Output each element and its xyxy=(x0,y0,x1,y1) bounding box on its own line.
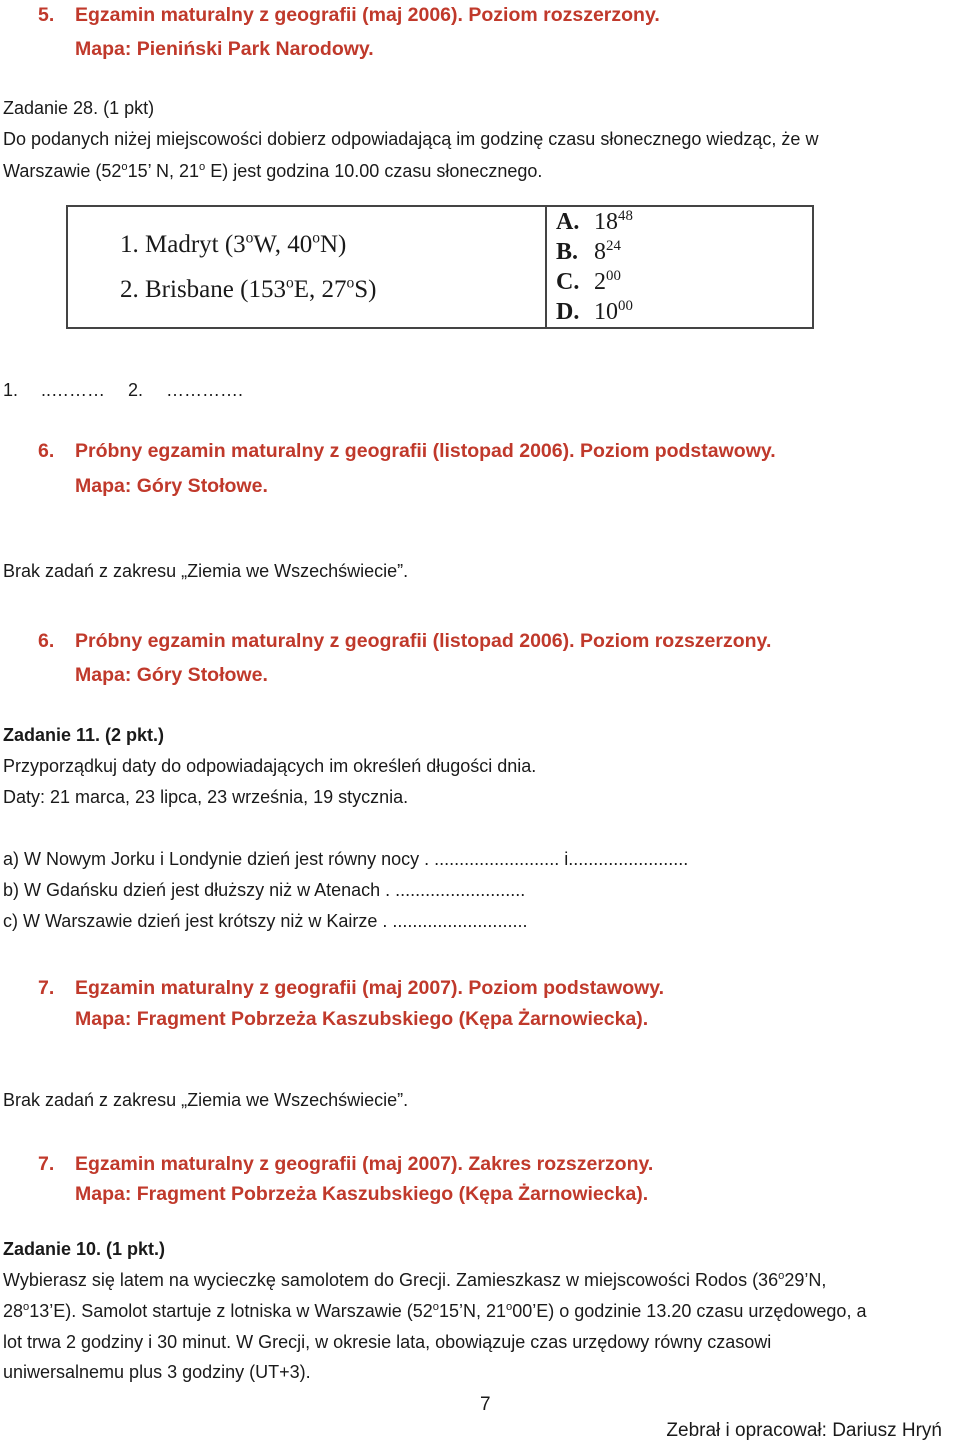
section-5-map: Mapa: Pieniński Park Narodowy. xyxy=(75,38,374,60)
task-28-text-line2: Warszawie (52$^o$15’ N, 21$^o$ E) jest godzina 10.00 czasu słonecznego. xyxy=(3,161,543,181)
task-28-answers: 1. ..……… 2. …………. xyxy=(3,380,244,400)
section-number: 6. xyxy=(38,440,55,462)
section-title: Egzamin maturalny z geografii (maj 2006). Poziom rozszerzony. xyxy=(75,4,660,26)
section-title: Egzamin maturalny z geografii (maj 2007). Zakres rozszerzony. xyxy=(75,1153,654,1175)
section-7b-map: Mapa: Fragment Pobrzeża Kaszubskiego (Kępa Żarnowiecka). xyxy=(75,1183,649,1205)
figure-divider xyxy=(545,207,547,327)
option-c: C. $2^{00}$ xyxy=(556,268,621,295)
task-11-text-line2: Daty: 21 marca, 23 lipca, 23 września, 19 stycznia. xyxy=(3,787,409,807)
task-11-item-c: c) W Warszawie dzień jest krótszy niż w Kairze . ........................... xyxy=(3,911,528,931)
note-no-tasks-2: Brak zadań z zakresu „Ziemia we Wszechświecie”. xyxy=(3,1090,409,1110)
section-6b-map: Mapa: Góry Stołowe. xyxy=(75,664,268,686)
task-10-text-line1: Wybierasz się latem na wycieczkę samolotem do Grecji. Zamieszkasz w miejscowości Rodos (36$^o$29’N, xyxy=(3,1270,827,1290)
section-6b-heading xyxy=(38,630,772,653)
section-5-heading xyxy=(38,4,660,27)
section-7b-heading xyxy=(38,1153,654,1176)
city-madryt: 1. Madryt (3$^o$W, 40$^o$N) xyxy=(120,229,347,258)
section-number: 7. xyxy=(38,1153,55,1175)
section-title: Egzamin maturalny z geografii (maj 2007). Poziom podstawowy. xyxy=(75,977,665,999)
section-number: 7. xyxy=(38,977,55,999)
section-6a-map: Mapa: Góry Stołowe. xyxy=(75,475,268,497)
task-10-text-line4: uniwersalnemu plus 3 godziny (UT+3). xyxy=(3,1362,311,1382)
task-10-text-line2: 28$^o$13’E). Samolot startuje z lotniska w Warszawie (52$^o$15’N, 21$^o$00’E) o godzinie 13.20 czasu urzędowego, a xyxy=(3,1301,867,1321)
task-28-figure xyxy=(66,205,814,329)
page-number: 7 xyxy=(480,1394,491,1415)
task-10-title: Zadanie 10. (1 pkt.) xyxy=(3,1239,166,1259)
task-28-text-line1: Do podanych niżej miejscowości dobierz odpowiadającą im godzinę czasu słonecznego wiedząc, że w xyxy=(3,129,819,149)
task-11-title: Zadanie 11. (2 pkt.) xyxy=(3,725,165,745)
section-title: Próbny egzamin maturalny z geografii (listopad 2006). Poziom rozszerzony. xyxy=(75,630,772,652)
task-11-item-b: b) W Gdańsku dzień jest dłuższy niż w Atenach . .......................... xyxy=(3,880,526,900)
footer-author: Zebrał i opracował: Dariusz Hryń xyxy=(666,1420,942,1441)
option-b: B. $8^{24}$ xyxy=(556,238,621,265)
option-a: A. $18^{48}$ xyxy=(556,208,633,235)
section-6a-heading xyxy=(38,440,776,463)
city-brisbane: 2. Brisbane (153$^o$E, 27$^o$S) xyxy=(120,274,377,303)
option-d: D. $10^{00}$ xyxy=(556,298,633,325)
section-number: 6. xyxy=(38,630,55,652)
note-no-tasks-1: Brak zadań z zakresu „Ziemia we Wszechświecie”. xyxy=(3,561,409,581)
task-28-title: Zadanie 28. (1 pkt) xyxy=(3,98,155,118)
task-11-item-a: a) W Nowym Jorku i Londynie dzień jest równy nocy . ......................... i........................ xyxy=(3,849,689,869)
section-title: Próbny egzamin maturalny z geografii (listopad 2006). Poziom podstawowy. xyxy=(75,440,776,462)
section-7a-heading xyxy=(38,977,665,1000)
task-11-text-line1: Przyporządkuj daty do odpowiadających im określeń długości dnia. xyxy=(3,756,537,776)
section-number: 5. xyxy=(38,4,55,26)
task-10-text-line3: lot trwa 2 godziny i 30 minut. W Grecji, w okresie lata, obowiązuje czas urzędowy równy czasowi xyxy=(3,1332,772,1352)
section-7a-map: Mapa: Fragment Pobrzeża Kaszubskiego (Kępa Żarnowiecka). xyxy=(75,1008,649,1030)
